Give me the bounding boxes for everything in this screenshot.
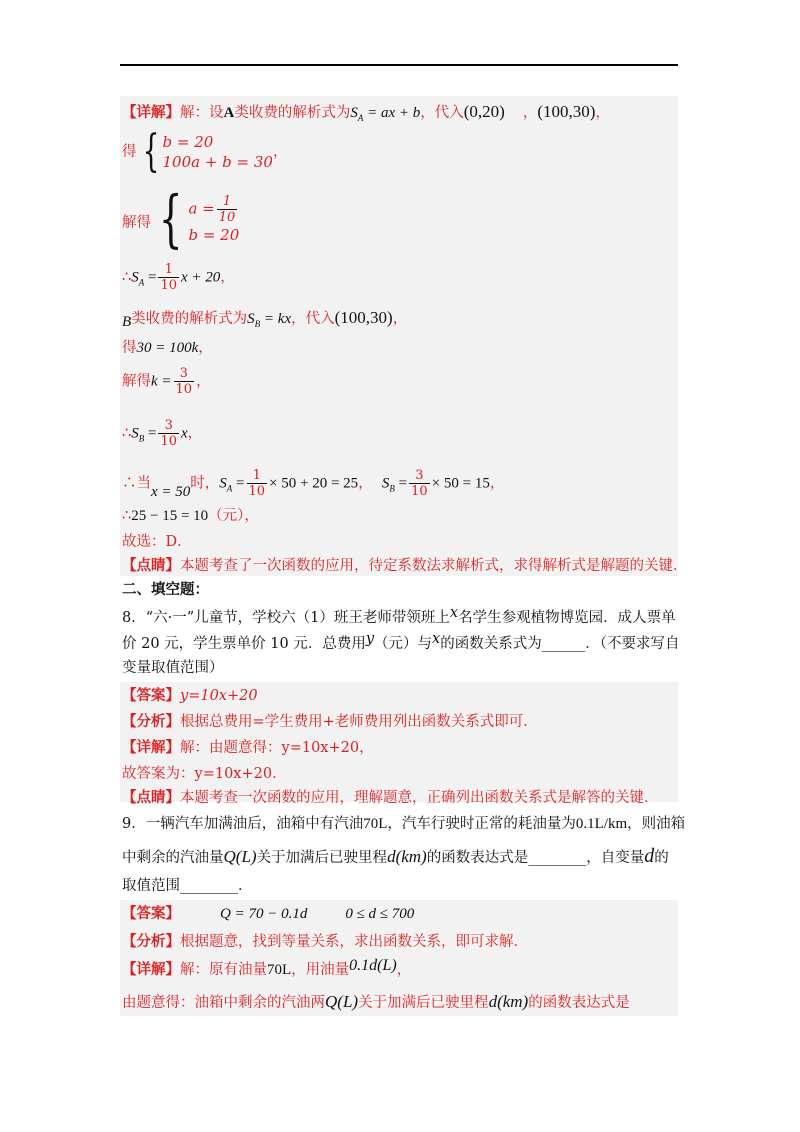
section-title: 二、填空题： bbox=[122, 581, 209, 598]
q8-comment-line: 【点睛】本题考查一次函数的应用，理解题意，正确列出函数关系式是解答的关键． bbox=[122, 789, 659, 806]
brace: { bbox=[142, 126, 159, 177]
q9-line-3: 取值范围________． bbox=[122, 878, 253, 894]
q8-line-3: 变量取值范围） bbox=[122, 660, 224, 676]
q8-answer-line: 【答案】y=10x+20 bbox=[122, 687, 258, 704]
q7-choice-line: 故选：D． bbox=[122, 534, 192, 550]
q7-system2-line: 解得 { a = $\frac{1}{10}$ b = 20 bbox=[122, 182, 240, 255]
q7-k-line: 解得k = $\frac{3}{10}$ ， bbox=[122, 366, 211, 397]
q7-system1-line: 得 { b = 20 100a + b = 30 ， bbox=[122, 126, 288, 177]
q7-when-line: ∴当x = 50时，$S_A$ = $\frac{1}{10}$ × 50 + 20 = 25， $S_B$ = $\frac{3}{10}$ × 50 = 15， bbox=[122, 468, 505, 500]
q9-line-2: 中剩余的汽油量Q(L)关于加满后已驶里程d(km)的函数表达式是________，自变量d的 bbox=[122, 845, 669, 867]
q8-analysis-line: 【分析】根据总费用=学生费用+老师费用列出函数关系式即可． bbox=[122, 713, 538, 730]
q9-last-line: 由题意得：油箱中剩余的汽油两Q(L)关于加满后已驶里程d(km)的函数表达式是 bbox=[122, 992, 630, 1011]
q9-detail-line: 【详解】解：原有油量70L，用油量0.1d(L)， bbox=[122, 957, 412, 978]
q9-line-1: 9．一辆汽车加满油后，油箱中有汽油70L，汽车行驶时正常的耗油量为0.1L/km，则油箱 bbox=[122, 816, 686, 832]
q9-analysis-line: 【分析】根据题意，找到等量关系，求出函数关系，即可求解． bbox=[122, 933, 528, 950]
q7-sa-line: $\therefore S_A$ = $\frac{1}{10}$ x + 20， bbox=[122, 262, 235, 293]
q7-b-line: B类收费的解析式为$S_B$ = kx，代入(100,30)， bbox=[122, 308, 408, 330]
q7-eq30-line: 得30 = 100k， bbox=[122, 340, 213, 356]
detail-tag: 【详解】 bbox=[122, 104, 180, 121]
q7-diff-line: ∴25 − 15 = 10（元）， bbox=[122, 508, 259, 524]
q7-sbx-line: $\therefore S_B$ = $\frac{3}{10}$ x， bbox=[122, 418, 203, 449]
q8-final-line: 故答案为：y=10x+20． bbox=[122, 766, 287, 782]
header-rule bbox=[120, 64, 678, 66]
q8-line-1: 8．“六·一”儿童节，学校六（1）班王老师带领班上x名学生参观植物博览园．成人票单 bbox=[122, 605, 676, 626]
q8-line-2: 价 20 元，学生票单价 10 元．总费用y（元）与x的函数关系式为______．（不要求写自 bbox=[122, 631, 680, 652]
brace: { bbox=[158, 182, 183, 255]
q9-answer-line: 【答案】 Q = 70 − 0.1d 0 ≤ d ≤ 700 bbox=[122, 905, 415, 922]
q8-detail-line: 【详解】解：由题意得：y=10x+20， bbox=[122, 739, 374, 756]
q7-detail-line: 【详解】解：设A类收费的解析式为$S_A$ = ax + b，代入(0,20) ，(100,30)， bbox=[122, 102, 610, 123]
q7-comment-line: 【点睛】本题考查了一次函数的应用，待定系数法求解析式，求得解析式是解题的关键． bbox=[122, 557, 688, 574]
